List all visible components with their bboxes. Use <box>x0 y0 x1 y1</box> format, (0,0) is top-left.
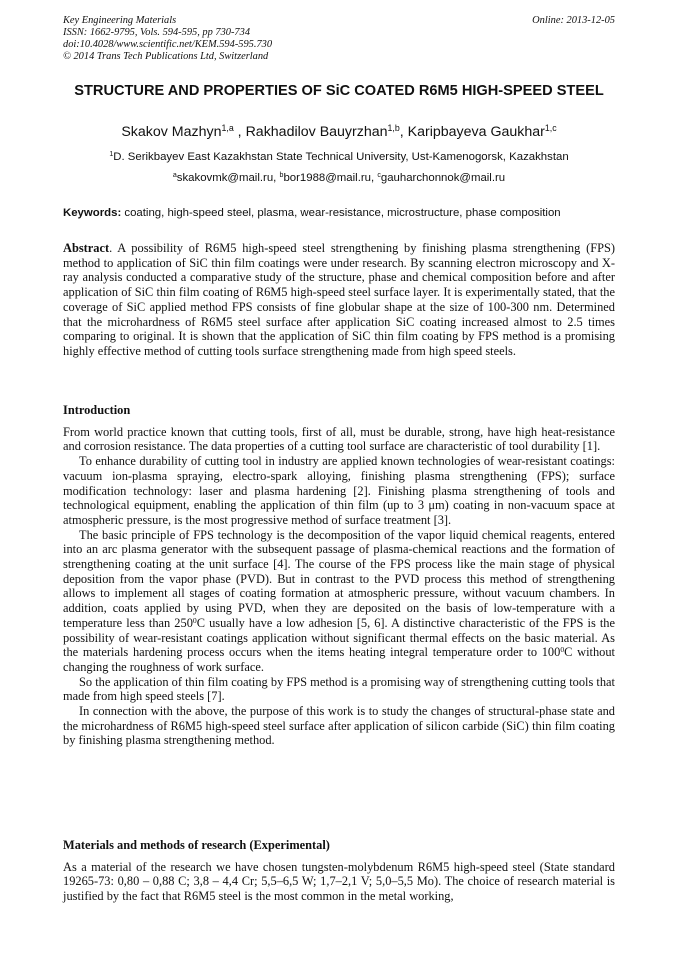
copyright-line: © 2014 Trans Tech Publications Ltd, Switzerland <box>63 51 269 62</box>
affiliation-sup: 1 <box>109 151 114 159</box>
author-sup: 1,b <box>387 123 400 134</box>
abstract-label: Abstract <box>63 241 110 255</box>
email-sup: c <box>377 172 381 180</box>
degree-sup: 0 <box>192 615 197 625</box>
issn-line: ISSN: 1662-9795, Vols. 594-595, pp 730-734 <box>63 27 251 38</box>
paper-title: STRUCTURE AND PROPERTIES OF SiC COATED R6M5 HIGH-SPEED STEEL <box>74 83 604 99</box>
author-name: Skakov Mazhyn <box>121 124 222 140</box>
author-emails: $^a$skakovmk@mail.ru, $^b$bor1988@mail.ru, $^c$gauharchonnok@mail.ru <box>172 172 506 184</box>
paragraph <box>63 528 615 675</box>
online-date: Online: 2013-12-05 <box>532 15 615 26</box>
keywords <box>63 206 623 220</box>
section-heading: Materials and methods of research (Experimental) <box>63 838 330 852</box>
author-name: Karipbayeva Gaukhar <box>407 124 545 140</box>
keywords-label: Keywords: <box>63 207 122 219</box>
email-sup: a <box>172 172 177 180</box>
author-sup: 1,a <box>221 123 234 134</box>
author-sup: 1,c <box>544 123 557 134</box>
paragraph: As a material of the research we have chosen tungsten-molybdenum R6M5 high-speed steel (State standard 19265-73: 0,80 – 0,88 C; 3,8 – 4,4 Cr; 5,5–6,5 W; 1,7–2,1 V; 5,0–5,5 Mo). The choice of research material is justified by the fact that R6M5 steel is the most common in the metal working, <box>63 859 615 904</box>
paragraph: From world practice known that cutting tools, first of all, must be durable, strong, have high heat-resistance and corrosion resistance. The data properties of a cutting tool surface are characteristic of tool durability [1]. <box>63 424 615 454</box>
paragraph-text: The basic principle of FPS technology is the decomposition of the vapor liquid chemical reagents, entered into an arc plasma generator with the subsequent passage of plasma-chemical reactions and the formation of strengthening coating at the unit surface [4]. The course of the FPS process like the main stage of physical deposition from the vapor phase (PVD). But in contrast to the PVD process this method of strengthening allows to implement all stages of coating formation at atmospheric pressure, without vacuum chambers. In addition, coats applied by using PVD, when they are deposited on the basis of low-temperature with a temperature less than 250 <box>63 527 615 630</box>
keywords-text: coating, high-speed steel, plasma, wear-resistance, microstructure, phase composition <box>124 207 561 219</box>
introduction-section <box>63 403 615 748</box>
paragraph: So the application of thin film coating by FPS method is a promising way of strengthening cutting tools that made from high speed steels [7]. <box>63 674 615 704</box>
paragraph: To enhance durability of cutting tool in industry are applied known technologies of wear-resistant coatings: vacuum ion-plasma spraying, electro-spark alloying, finishing plasma strengthening (FPS); surface modification technology: laser and plasma hardening [2]. Finishing plasma strengthening of tools and technological equipment, enabling the application of thin film (up to 3 μm) coating in non-vacuum space at atmospheric pressure, is the most progressive method of surface treatment [3]. <box>63 454 615 527</box>
abstract-section <box>63 241 615 359</box>
abstract-text: . A possibility of R6M5 high-speed steel strengthening by finishing plasma strengthening (FPS) method to application of SiC thin film coatings were under research. By scanning electron microscopy and X-ray analysis conducted a comparative study of the structure, phase and chemical composition before and after application of SiC thin film coating of R6M5 high-speed steel surface layer. It is experimentally stated, that the coverage of SiC applied method FPS consists of fine globular shape at the size of 100-300 nm. Determined that the microhardness of R6M5 steel surface after application SiC coating increased almost to 2.5 times comparing to original. It is shown that the application of SiC thin film coating by FPS method is a promising highly effective method of cutting tools surface strengthening made from high speed steels. <box>63 241 615 358</box>
author-list: Skakov Mazhyn$^{1,a}$ , Rakhadilov Bauyrzhan$^{1,b}$, Karipbayeva Gaukhar$^{1,c}$ <box>121 123 557 140</box>
email-address: gauharchonnok@mail.ru <box>380 172 506 184</box>
affiliation <box>63 150 615 164</box>
publication-header <box>63 15 615 63</box>
section-heading: Introduction <box>63 403 131 417</box>
email-address: bor1988@mail.ru <box>283 172 371 184</box>
affiliation-text: D. Serikbayev East Kazakhstan State Technical University, Ust-Kamenogorsk, Kazakhstan <box>113 151 569 163</box>
degree-sup: 0 <box>560 645 565 655</box>
doi-line: doi:10.4028/www.scientific.net/KEM.594-595.730 <box>63 39 273 50</box>
paragraph-text: C usually have a low adhesion [5, 6]. A distinctive characteristic of the FPS is the possibility of wear-resistant coatings application without significant thermal effects on the basic material. As the materials hardening process occurs when the items heating integral temperature order to 100 <box>63 615 615 660</box>
email-sup: b <box>279 172 284 180</box>
email-address: skakovmk@mail.ru <box>176 172 274 184</box>
journal-name: Key Engineering Materials <box>63 15 177 26</box>
paragraph-text: C without changing the roughness of work surface. <box>63 645 615 674</box>
author-name: Rakhadilov Bauyrzhan <box>245 124 388 140</box>
paragraph: In connection with the above, the purpose of this work is to study the changes of structural-phase state and the microhardness of R6M5 high-speed steel surface after application of silicon carbide (SiC) thin film coating by finishing plasma strengthening method. <box>63 704 615 748</box>
materials-section <box>63 838 615 904</box>
